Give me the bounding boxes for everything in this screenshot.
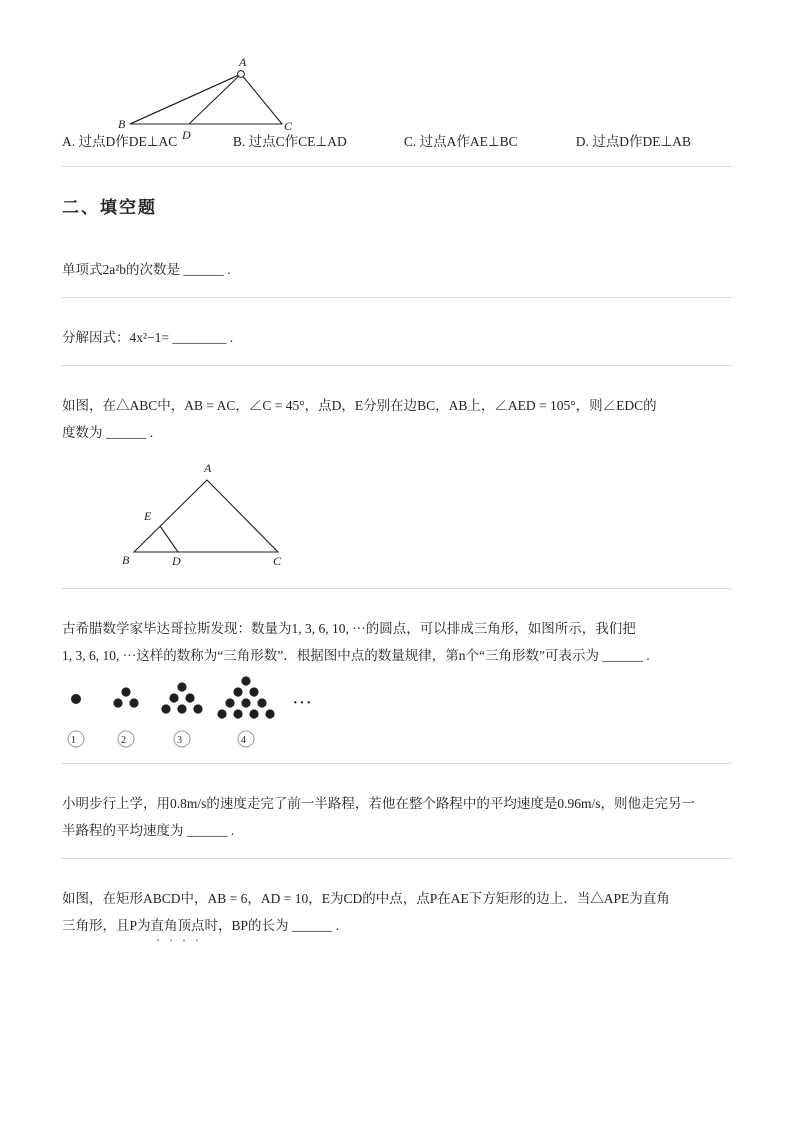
triangle-abc-svg: [64, 446, 324, 574]
figure-triangle-abc: [64, 446, 732, 574]
question-text-line2: 1, 3, 6, 10, ···这样的数称为“三角形数”．根据图中点的数量规律，第n个“三角形数”可表示为 ______ .: [62, 648, 650, 663]
figure-dot-patterns: [64, 677, 732, 749]
label-D: D: [172, 554, 181, 568]
figure-placeholder-dots: · · · ·: [156, 933, 202, 947]
dot-patterns-svg: [64, 677, 364, 751]
label-C: C: [273, 554, 282, 568]
question-text-line1: 如图，在△ABC中，AB = AC，∠C = 45°，点D，E分别在边BC，AB上，∠AED = 105°，则∠EDC的: [62, 398, 657, 413]
question-text-line1: 小明步行上学，用0.8m/s的速度走完了前一半路程，若他在整个路程中的平均速度是0.96m/s，则他走完另一: [62, 796, 696, 811]
label-E: E: [144, 509, 152, 523]
divider: [62, 166, 732, 167]
choice-A[interactable]: A. 过点D作DE⊥AC: [62, 134, 178, 149]
choice-B[interactable]: B. 过点C作CE⊥AD: [232, 134, 347, 149]
question-factorize: [62, 324, 732, 351]
label-C: C: [284, 119, 293, 133]
divider: [62, 858, 732, 859]
question-triangular-numbers: [62, 615, 732, 669]
label-D: D: [182, 128, 191, 142]
dot-group-label-2: 2: [121, 735, 126, 746]
question-monomial-degree: [62, 256, 732, 283]
divider: [62, 365, 732, 366]
question-text-line2: 半路程的平均速度为 ______ .: [62, 823, 235, 838]
dot-group-label-1: 1: [71, 735, 76, 746]
label-A: A: [204, 461, 212, 475]
divider: [62, 588, 732, 589]
question-average-speed: [62, 790, 732, 844]
question-text: 分解因式：4x²−1= ________ .: [62, 330, 234, 345]
question-text-line1: 古希腊数学家毕达哥拉斯发现：数量为1, 3, 6, 10, ···的圆点，可以排成三角形，如图所示，我们把: [62, 621, 636, 636]
question-text-line2: 度数为 ______ .: [62, 425, 154, 440]
divider: [62, 763, 732, 764]
choice-row: [62, 130, 732, 150]
dot-group-label-4: 4: [241, 735, 246, 746]
question-rectangle-bp: [62, 885, 732, 939]
question-text-line2: 三角形，且P为直角顶点时，BP的长为 ______ .: [62, 918, 340, 933]
dots-ellipsis: ···: [292, 692, 312, 714]
dot-group-label-3: 3: [177, 735, 182, 746]
section-heading: 二、填空题: [62, 198, 157, 218]
label-B: B: [122, 553, 130, 567]
choice-D[interactable]: D. 过点D作DE⊥AB: [575, 134, 691, 149]
label-A: A: [239, 55, 247, 69]
choice-C[interactable]: C. 过点A作AE⊥BC: [403, 134, 518, 149]
question-text-line1: 如图，在矩形ABCD中，AB = 6，AD = 10，E为CD的中点，点P在AE下方矩形的边上．当△APE为直角: [62, 891, 670, 906]
divider: [62, 297, 732, 298]
question-text: 单项式2a²b的次数是 ______ .: [62, 262, 231, 277]
label-B: B: [118, 117, 126, 131]
question-triangle-angle: [62, 392, 732, 446]
